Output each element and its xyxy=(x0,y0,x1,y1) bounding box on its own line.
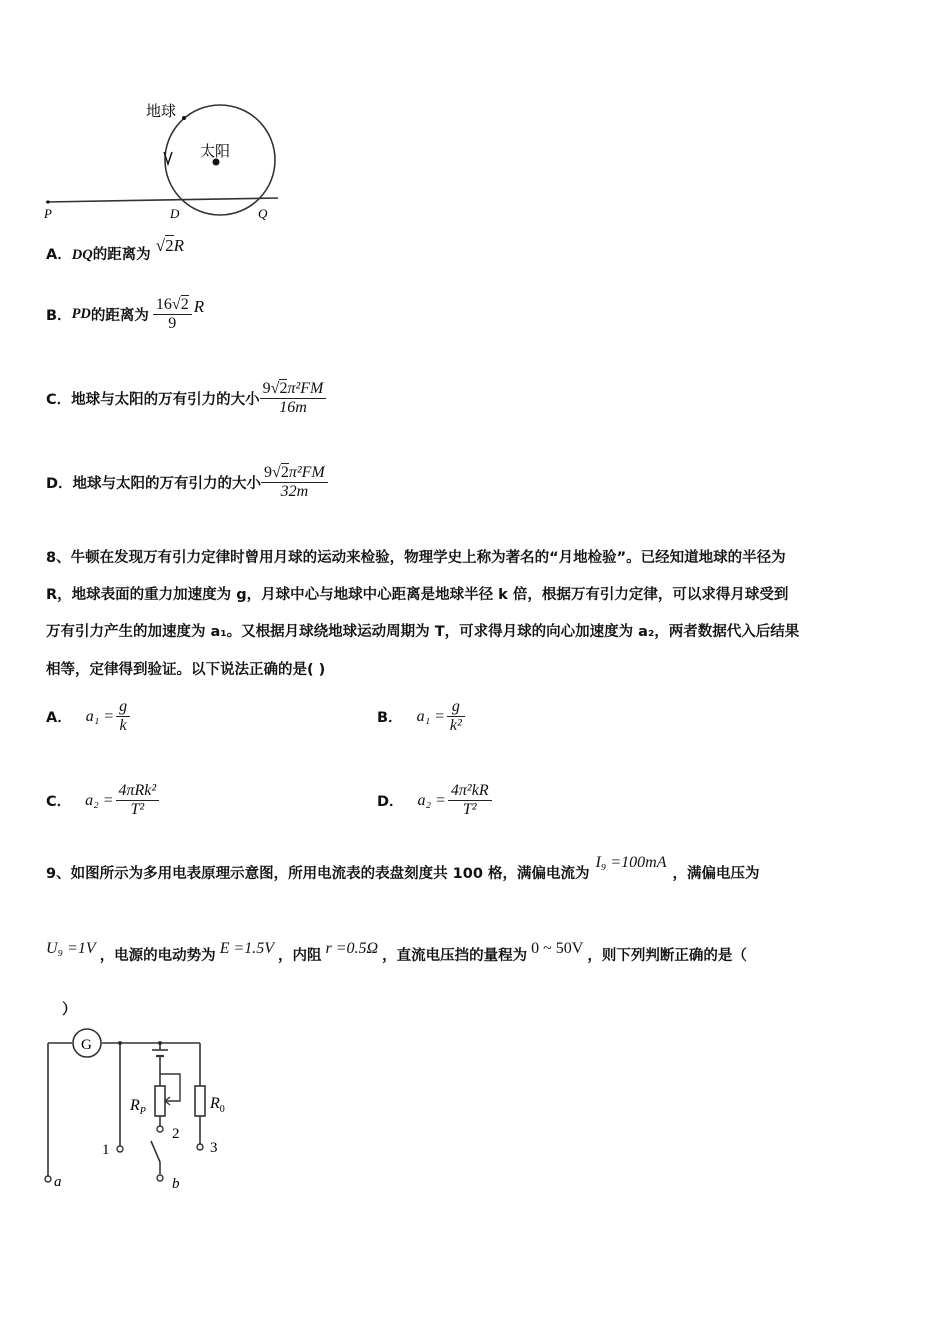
q9-r-expr: r =0.5Ω xyxy=(325,939,379,957)
option-text: 地球与太阳的万有引力的大小 xyxy=(72,476,262,492)
denominator: 32m xyxy=(280,483,309,500)
num-post: π²FM xyxy=(287,380,324,397)
label-rp: $R_P$ xyxy=(130,1097,146,1117)
label-r0: $R_0$ xyxy=(210,1095,225,1115)
option-text: 的距离为 xyxy=(92,247,151,263)
num-pre: 9 xyxy=(264,464,273,481)
option-text: 的距离为 xyxy=(90,308,149,324)
q9-text-6: ，则下列判断正确的是（ xyxy=(587,948,747,964)
q8-option-c[interactable] xyxy=(46,782,159,819)
orbit-figure xyxy=(40,92,290,222)
switch-b-lever[interactable] xyxy=(151,1141,160,1162)
option-letter: A． xyxy=(46,247,72,263)
denominator: 16m xyxy=(279,399,307,416)
option-letter: C． xyxy=(46,392,72,408)
formula-b: $\frac{16√2}{9}$ xyxy=(153,296,192,333)
terminal-1[interactable] xyxy=(117,1146,123,1152)
denominator: 9 xyxy=(168,315,177,332)
label-q: Q xyxy=(258,206,268,221)
option-text: 地球与太阳的万有引力的大小 xyxy=(71,392,260,408)
circuit-figure xyxy=(38,1028,248,1198)
lhs: a₁ = xyxy=(416,707,445,725)
numerator: g xyxy=(116,698,130,717)
q7-option-b[interactable] xyxy=(46,296,204,333)
radicand: 2 xyxy=(280,464,289,481)
q8-stem-line1: 8、牛顿在发现万有引力定律时曾用月球的运动来检验，物理学史上称为著名的“月地检验”。已经知道地球的半径为 xyxy=(46,550,786,566)
terminal-3[interactable] xyxy=(197,1144,203,1150)
lhs: a₂ = xyxy=(85,791,114,809)
formula-tail: R xyxy=(173,236,184,255)
formula-tail: R xyxy=(193,296,205,316)
q8-stem-line3: 万有引力产生的加速度为 a₁。又根据月球绕地球运动周期为 T，可求得月球的向心加速度为 a₂，两者数据代入后结果 xyxy=(46,624,800,640)
label-g: G xyxy=(81,1037,92,1053)
q8-option-d[interactable] xyxy=(377,782,492,819)
numerator: g xyxy=(447,698,465,717)
label-earth: 地球 xyxy=(146,104,177,120)
q9-ug-expr: U₉ =1V xyxy=(46,939,96,957)
fraction xyxy=(448,782,492,819)
q8-option-b[interactable] xyxy=(377,698,465,735)
q7-option-a[interactable] xyxy=(46,236,184,265)
q9-e-expr: E =1.5V xyxy=(219,939,275,957)
q9-range-expr: 0 ~ 50V xyxy=(531,939,584,957)
denominator: k² xyxy=(449,717,462,734)
label-sun: 太阳 xyxy=(200,144,231,160)
formula-a: √2R xyxy=(155,236,184,255)
option-subject: PD xyxy=(71,306,91,322)
q9-text-4: ，内阻 xyxy=(278,948,322,964)
terminal-2[interactable] xyxy=(157,1126,163,1132)
option-letter: D． xyxy=(377,794,404,810)
label-2: 2 xyxy=(172,1126,180,1142)
q7-option-d[interactable] xyxy=(46,464,328,501)
option-subject: DQ xyxy=(71,247,93,263)
label-a: a xyxy=(54,1174,62,1190)
numerator: 4πRk² xyxy=(116,782,160,801)
label-d: D xyxy=(170,206,180,221)
option-letter: C． xyxy=(46,794,72,810)
radicand: 2 xyxy=(279,380,288,397)
option-letter: B． xyxy=(46,308,72,324)
label-b: b xyxy=(172,1176,180,1192)
line-pq xyxy=(46,198,278,202)
formula-d: $\frac{\text{9√2π²FM}}{32m}$ xyxy=(261,464,328,501)
denominator: T² xyxy=(130,801,145,818)
q9-stem-line2 xyxy=(46,939,747,965)
numerator: 4π²kR xyxy=(448,782,492,801)
lhs: a₁ = xyxy=(85,707,115,725)
terminal-a[interactable] xyxy=(45,1176,51,1182)
label-1: 1 xyxy=(102,1142,110,1158)
radicand: 2 xyxy=(180,296,189,313)
label-3: 3 xyxy=(210,1140,218,1156)
q9-ig-expr: I₉ =100mA xyxy=(595,853,667,871)
denominator: k xyxy=(119,717,127,734)
rheostat-rp xyxy=(155,1086,165,1116)
earth-dot xyxy=(182,116,186,120)
resistor-r0 xyxy=(195,1086,205,1116)
num-pre: 9 xyxy=(262,380,271,397)
num-post: π²FM xyxy=(288,464,325,481)
q9-stem-line3: ） xyxy=(62,1002,77,1018)
q8-stem-line4: 相等，定律得到验证。以下说法正确的是( ) xyxy=(46,662,326,678)
formula-c: $\frac{\text{9√2π²FM}}{16m}$ xyxy=(260,380,327,417)
q9-text-3: ，电源的电动势为 xyxy=(99,948,216,964)
option-letter: B． xyxy=(377,710,403,726)
option-letter: D． xyxy=(46,476,73,492)
q9-text-5: ，直流电压挡的量程为 xyxy=(382,948,528,964)
radicand: 2 xyxy=(165,236,174,255)
fraction xyxy=(447,698,465,735)
fraction xyxy=(116,698,130,735)
option-letter: A． xyxy=(46,710,72,726)
q8-stem-line2: R，地球表面的重力加速度为 g，月球中心与地球中心距离是地球半径 k 倍，根据万有引力定律，可以求得月球受到 xyxy=(46,587,789,603)
terminal-b[interactable] xyxy=(157,1175,163,1181)
q9-stem-line1 xyxy=(46,853,760,883)
q9-text-2: ，满偏电压为 xyxy=(672,866,760,882)
q9-text-1: 9、如图所示为多用电表原理示意图，所用电流表的表盘刻度共 100 格，满偏电流为 xyxy=(46,866,590,882)
fraction xyxy=(116,782,160,819)
lhs: a₂ = xyxy=(417,791,446,809)
q7-option-c[interactable] xyxy=(46,380,326,417)
numerator: 16 xyxy=(155,296,172,313)
q8-option-a[interactable] xyxy=(46,698,130,735)
label-p: P xyxy=(44,206,52,221)
point-p xyxy=(46,200,49,203)
denominator: T² xyxy=(462,801,477,818)
